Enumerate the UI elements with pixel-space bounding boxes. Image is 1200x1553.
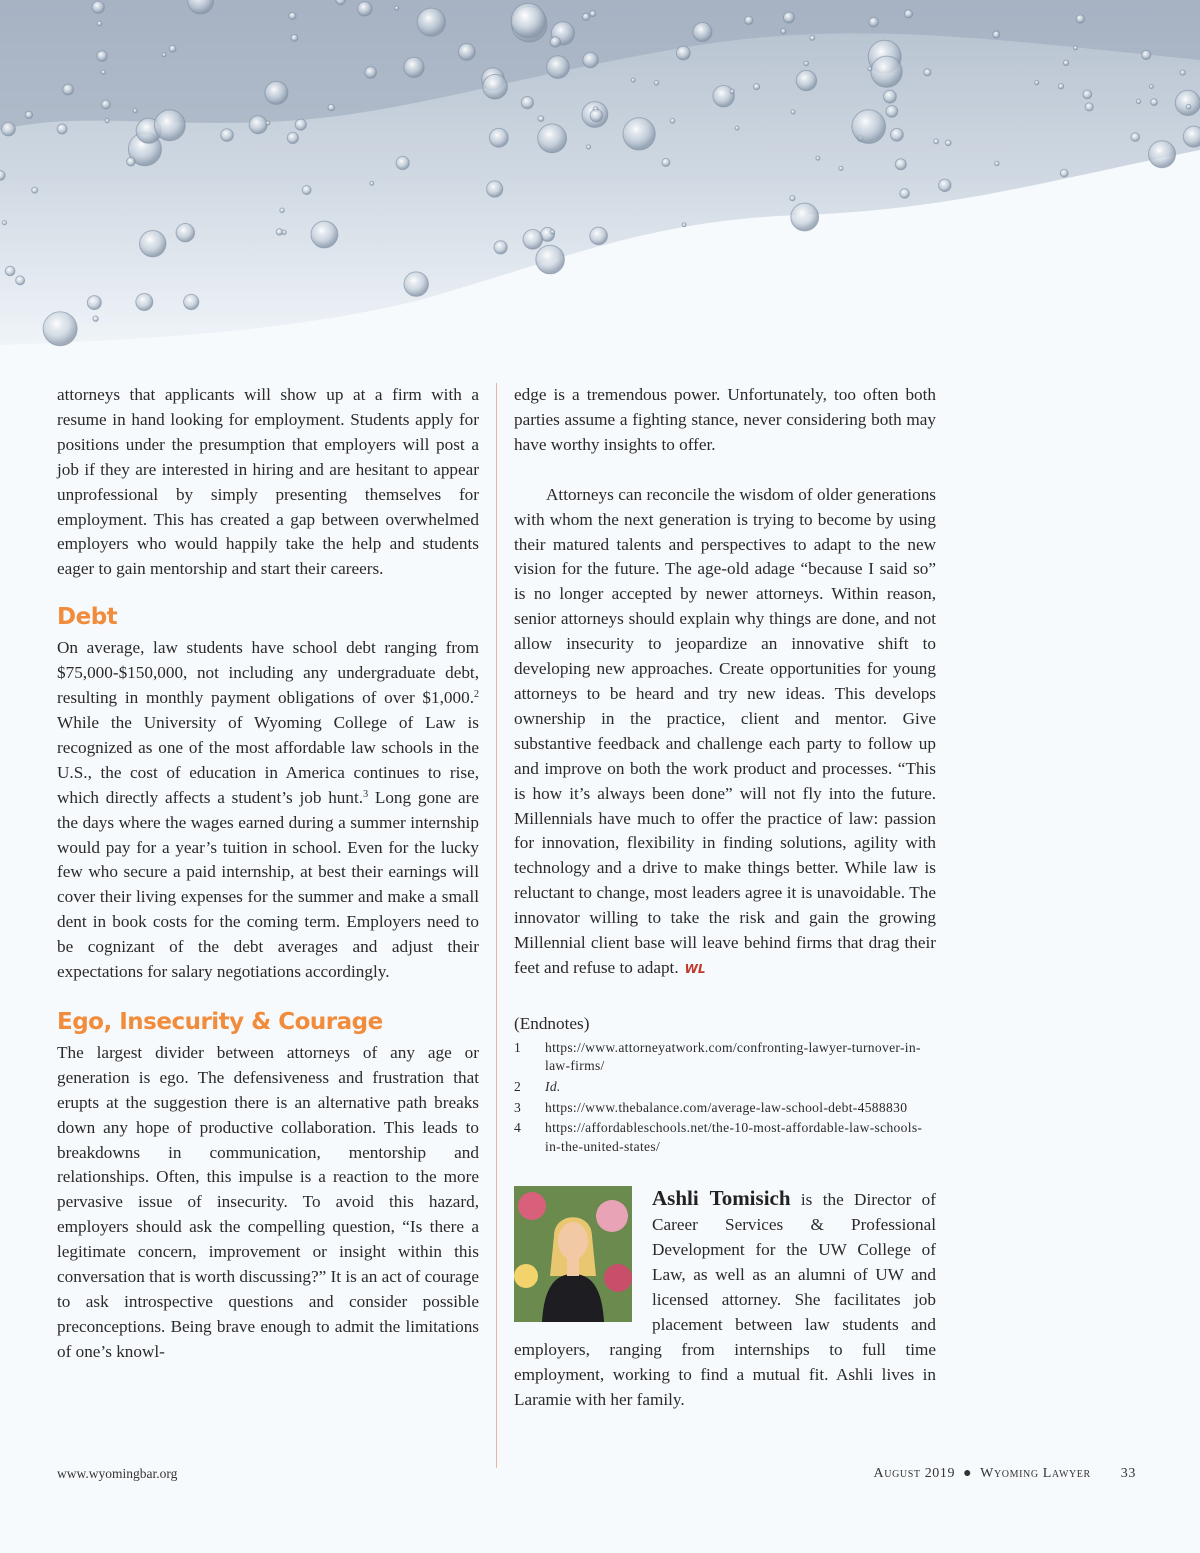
bubble [511,3,545,37]
bubble [101,70,105,74]
bubble [1058,84,1063,89]
bubble [184,294,199,309]
section-heading-debt: Debt [57,604,118,631]
bubble [895,159,906,170]
bubble [63,84,74,95]
bubble [176,224,194,242]
bubble [396,156,409,169]
bubble [154,110,185,141]
intro-paragraph: attorneys that applicants will show up at a firm with a resume in hand looking for employment. Students apply for positions under the presumption that employers will post a job if they are interested in hiring and are hesitant to appear unprofessional by simply presenting themselves for employment. This has created a gap between overwhelmed employers who would happily take the help and students eager to gain mentorship and start their careers. [57,385,479,579]
debt-paragraph: On average, law students have school debt ranging from $75,000-$150,000, not including any undergraduate debt, resulting in monthly payment obligations of over $1,000.$^2$ While the University of Wyoming College of Law is recognized as one of the most affordable law schools in the U.S., the cost of education in America continues to rise, which directly affects a student’s job hunt.$^3$ Long gone are the days where the wages earned during a summer internship would pay for a year’s tuition in school. Even for the lucky few who secure a paid internship, at best their earnings will cover their living expenses for the summer and make a small dent in book costs for the coming term. Employers need to be cognizant of the debt averages and adjust their expectations for salary negotiations accordingly. [57,638,479,982]
bubble [550,230,554,234]
bubble [816,156,820,160]
bubble [136,294,153,311]
bubble [221,129,234,142]
endnote-link[interactable]: https://www.thebalance.com/average-law-school-debt-4588830 [545,1099,908,1115]
bubble [590,11,596,17]
bubble [365,67,377,79]
bubble [939,179,951,191]
page-number: 33 [1120,1466,1136,1481]
bubble [871,56,902,87]
bubble [631,78,635,82]
bubble [550,37,560,47]
bubble [536,245,565,274]
bubble [133,109,137,113]
bubble [1175,90,1200,115]
bubble [904,10,912,18]
bubble [886,106,898,118]
bubble [790,196,795,201]
section-heading-ego: Ego, Insecurity & Courage [57,1008,383,1035]
bubble [1142,50,1151,59]
bubble [791,110,795,114]
bubble [32,187,38,193]
bubble [796,70,816,90]
bubble [1186,104,1191,109]
bubble [57,124,67,134]
issue-date: August 2019 [873,1466,956,1481]
bubble [370,181,374,185]
footnote-ref-3[interactable]: 3 [363,788,369,800]
bubble [521,97,533,109]
bubble [590,109,603,122]
author-name: Ashli Tomisich [652,1186,791,1211]
bubble [586,145,590,149]
bubble [676,46,690,60]
bubble [662,158,670,166]
bubble [97,21,102,26]
bubble [1063,60,1068,65]
end-mark: WL [684,961,706,976]
bubble [404,57,424,77]
bubble [280,208,285,213]
ego-paragraph: The largest divider between attorneys of any age or generation is ego. The defensiveness and frustration that erupts at the suggestion there is an alternative path breaks down any hope of productive collaboration. This leads to breakdowns in communication, mentorship and relationships. Often, this impulse is a reaction to the more pervasive issue of insecurity. To avoid this hazard, employers should ask the compelling question, “Is there a legitimate concern, improvement or insight within this conversation that is worth discussing?” It is an act of courage to ask introspective questions and consider possible preconceptions. Being brave enough to admit the limitations of one’s knowl- [57,1042,479,1361]
bubble [852,110,886,144]
footnote-ref-2[interactable]: 2 [474,689,479,701]
bubble [945,140,951,146]
bubble [404,272,428,296]
bubble [670,118,675,123]
bubble [693,23,712,42]
bubble [754,84,760,90]
bubble [276,229,282,235]
bubble [1149,141,1176,168]
bubble [25,111,32,118]
bubble [287,132,298,143]
endnotes-list [514,1039,936,1157]
endnote-item: 3 https://www.thebalance.com/average-law-school-debt-4588830 [514,1099,936,1118]
bubble [302,186,311,195]
bubble [1183,126,1200,147]
bubble [93,316,98,321]
bubble [1136,99,1140,103]
bubble [810,35,815,40]
bullet-icon: ● [963,1466,973,1481]
endnote-item: 2 Id. [514,1078,561,1094]
bubble [0,171,5,181]
bubble [162,53,166,57]
bubble [43,312,77,346]
bubble [995,161,999,165]
bubble [358,2,372,16]
bubble [489,128,508,147]
bubble [97,51,108,62]
right-column [514,383,936,1412]
endnote-item: 4 https://affordableschools.net/the-10-most-affordable-law-schools-in-the-united-states/ [514,1119,936,1156]
bubble [291,35,298,42]
bubble [5,266,15,276]
bubble [494,241,507,254]
bubble [583,52,598,67]
publication-name: Wyoming Lawyer [980,1466,1091,1481]
bubble [745,16,753,24]
bubble [735,126,739,130]
continued-paragraph: edge is a tremendous power. Unfortunately, too often both parties assume a fighting stance, never considering both may have worthy insights to offer. [514,385,936,454]
bubble [869,17,879,27]
bubble [582,13,589,20]
bubble [791,203,819,231]
bubble [884,90,897,103]
bubble [783,12,794,23]
bubble [891,128,904,141]
bubble [1180,70,1185,75]
bubble [328,104,335,111]
footer-info [874,1466,1136,1482]
bubble [1083,90,1092,99]
bubble [1076,15,1084,23]
bubble [92,1,104,13]
bubble [1151,99,1158,106]
bubble [682,223,686,227]
bubble [336,0,346,5]
endnotes-title: (Endnotes) [514,1013,590,1033]
author-bio-text: is the Director of Career Services & Professional Development for the UW College of Law, as well as an alumni of UW and licensed attorney. She facilitates job placement between law students and employers, ranging from internships to full time employment, working to find a mutual fit. Ashli lives in Laramie with her family. [514,1190,936,1409]
bubble [169,45,176,52]
bubble [87,296,101,310]
bubble [458,44,475,61]
water-bubbles-banner [0,0,1200,400]
bubble [868,67,872,71]
endnote-link[interactable]: https://affordableschools.net/the-10-most-affordable-law-schools-in-the-united-states/ [545,1120,923,1154]
bubble [590,227,608,245]
column-divider [496,383,497,1468]
bubble [487,181,503,197]
bubble [311,221,338,248]
bubble [1131,133,1140,142]
bubble [547,56,570,79]
endnote-item: 1 https://www.attorneyatwork.com/confronting-lawyer-turnover-in-law-firms/ [514,1039,936,1076]
bubble [781,29,786,34]
bubble [804,61,809,66]
bubble [105,119,109,123]
bubble [924,69,931,76]
author-photo [514,1186,632,1322]
left-column [57,383,479,1365]
bubble [839,166,843,170]
bubble [483,74,508,99]
bubble [934,139,939,144]
bubble [713,86,734,107]
bubble [417,8,445,36]
website-link[interactable]: www.wyomingbar.org [57,1466,178,1481]
bubble [127,157,136,166]
bubble [1035,81,1039,85]
attorneys-paragraph: Attorneys can reconcile the wisdom of older generations with whom the next generation is trying to become by using their matured talents and perspectives to adapt to the new vision for the future. The age-old adage “because I said so” is no longer accepted by newer attorneys. Within reason, senior attorneys should explain why things are done, and not allow insecurity to jeopardize an innovative shift to developing new approaches. Create opportunities for young attorneys to be heard and try new ideas. This develops ownership in the practice, client and mentor. Give substantive feedback and challenge each party to follow up and improve on both the work product and processes. “This is how it’s always been done” will not fly into the future. Millennials have much to offer the practice of law: passion for innovation, flexibility in finding solutions, agility with technology and a drive to make things better. While law is reluctant to change, most leaders agree it is unavoidable. The innovator willing to take the risk and gain the growing Millennial client base will leave behind firms that drag their feet and refuse to adapt. WL [514,484,936,977]
bubble [395,6,399,10]
bubble [1,122,15,136]
bubble [295,119,306,130]
author-bio [514,1186,936,1412]
bubble [2,221,6,225]
bubble [101,100,110,109]
bubble [16,276,25,285]
bubble [900,189,910,199]
bubble [730,89,734,93]
endnote-link[interactable]: https://www.attorneyatwork.com/confronting-lawyer-turnover-in-law-firms/ [545,1039,921,1074]
bubble [1060,169,1068,177]
bubble [289,12,296,19]
bubble [249,116,267,134]
bubble [523,230,543,250]
bubble [1074,46,1078,50]
bubble [1149,85,1153,89]
bubble [623,118,655,150]
bubble [266,121,270,125]
bubble [265,81,288,104]
bubble [1085,103,1093,111]
bubble [538,116,544,122]
bubble [140,231,166,257]
bubble [654,81,659,86]
bubble [538,124,567,153]
bubble [993,31,1000,38]
